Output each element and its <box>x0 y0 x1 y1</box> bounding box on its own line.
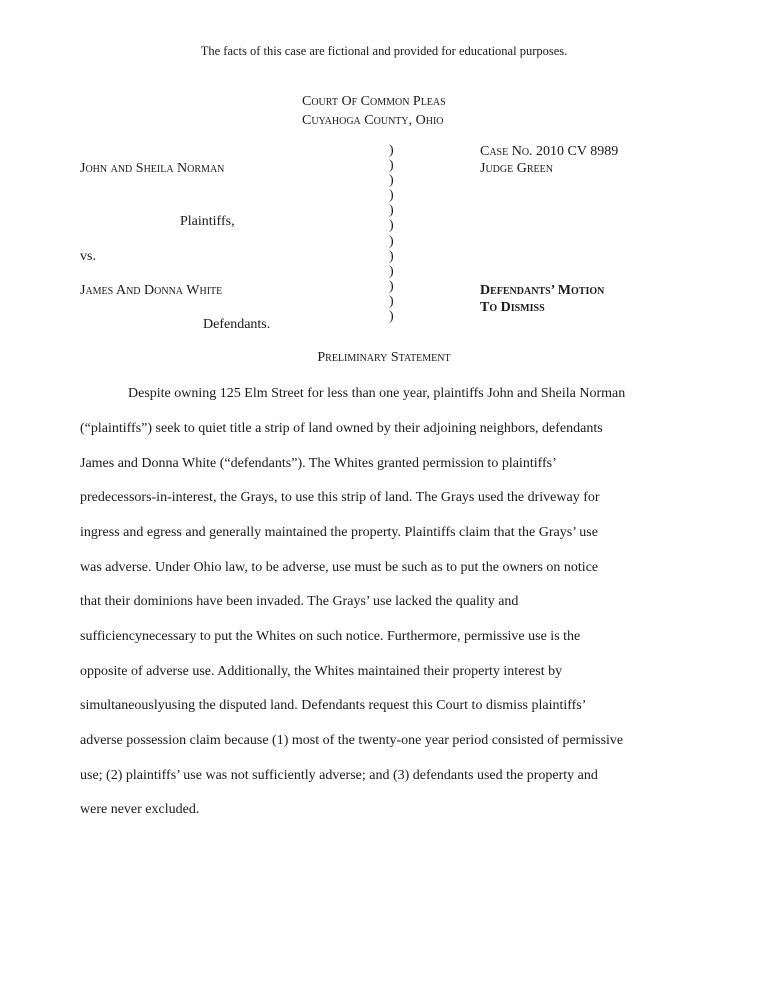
caption-divider <box>389 143 409 324</box>
body-line: sufficiencynecessary to put the Whites on such notice. Furthermore, permissive use is the <box>80 629 581 644</box>
defendants-names: James And Donna White <box>80 283 223 298</box>
judge-name: Judge Green <box>480 161 553 176</box>
section-title: Preliminary Statement <box>317 350 451 365</box>
caption-paren: ) <box>389 278 394 294</box>
body-line: simultaneouslyusing the disputed land. Defendants request this Court to dismiss plaintiffs’ <box>80 698 587 713</box>
plaintiffs-label: Plaintiffs, <box>180 214 235 229</box>
body-line: was adverse. Under Ohio law, to be adverse, use must be such as to put the owners on notice <box>80 560 599 575</box>
body-line: Despite owning 125 Elm Street for less than one year, plaintiffs John and Sheila Norman <box>128 386 626 401</box>
body-line: ingress and egress and generally maintained the property. Plaintiffs claim that the Grays’ use <box>80 525 598 540</box>
caption-paren: ) <box>389 218 394 234</box>
body-line: opposite of adverse use. Additionally, the Whites maintained their property interest by <box>80 664 563 679</box>
caption-paren: ) <box>389 143 394 158</box>
motion-title-line1: Defendants’ Motion <box>480 283 605 298</box>
defendants-label: Defendants. <box>203 317 271 332</box>
disclaimer-note: The facts of this case are fictional and provided for educational purposes. <box>200 44 568 58</box>
caption-paren: ) <box>389 233 394 249</box>
caption-paren: ) <box>389 293 394 309</box>
body-line: James and Donna White (“defendants”). The Whites granted permission to plaintiffs’ <box>80 456 557 471</box>
court-county: Cuyahoga County, Ohio <box>302 113 444 128</box>
caption-paren: ) <box>389 158 394 174</box>
motion-title-line2: To Dismiss <box>480 300 545 315</box>
caption-paren: ) <box>389 263 394 279</box>
body-line: that their dominions have been invaded. The Grays’ use lacked the quality and <box>80 594 519 609</box>
caption-paren: ) <box>389 173 394 189</box>
body-line: adverse possession claim because (1) most of the twenty-one year period consisted of permissive <box>80 733 624 748</box>
plaintiffs-names: John and Sheila Norman <box>80 161 225 176</box>
body-line: predecessors-in-interest, the Grays, to use this strip of land. The Grays used the driveway for <box>80 490 600 505</box>
versus-label: vs. <box>80 249 96 264</box>
body-line: use; (2) plaintiffs’ use was not sufficiently adverse; and (3) defendants used the property and <box>80 768 598 783</box>
court-name: Court Of Common Pleas <box>302 94 446 109</box>
caption-paren: ) <box>389 248 394 264</box>
body-line: were never excluded. <box>80 802 200 817</box>
caption-paren: ) <box>389 188 394 204</box>
body-line: (“plaintiffs”) seek to quiet title a strip of land owned by their adjoining neighbors, defendants <box>80 421 603 436</box>
caption-paren: ) <box>389 309 394 325</box>
caption-paren: ) <box>389 203 394 219</box>
case-number: Case No. 2010 CV 8989 <box>480 144 619 159</box>
